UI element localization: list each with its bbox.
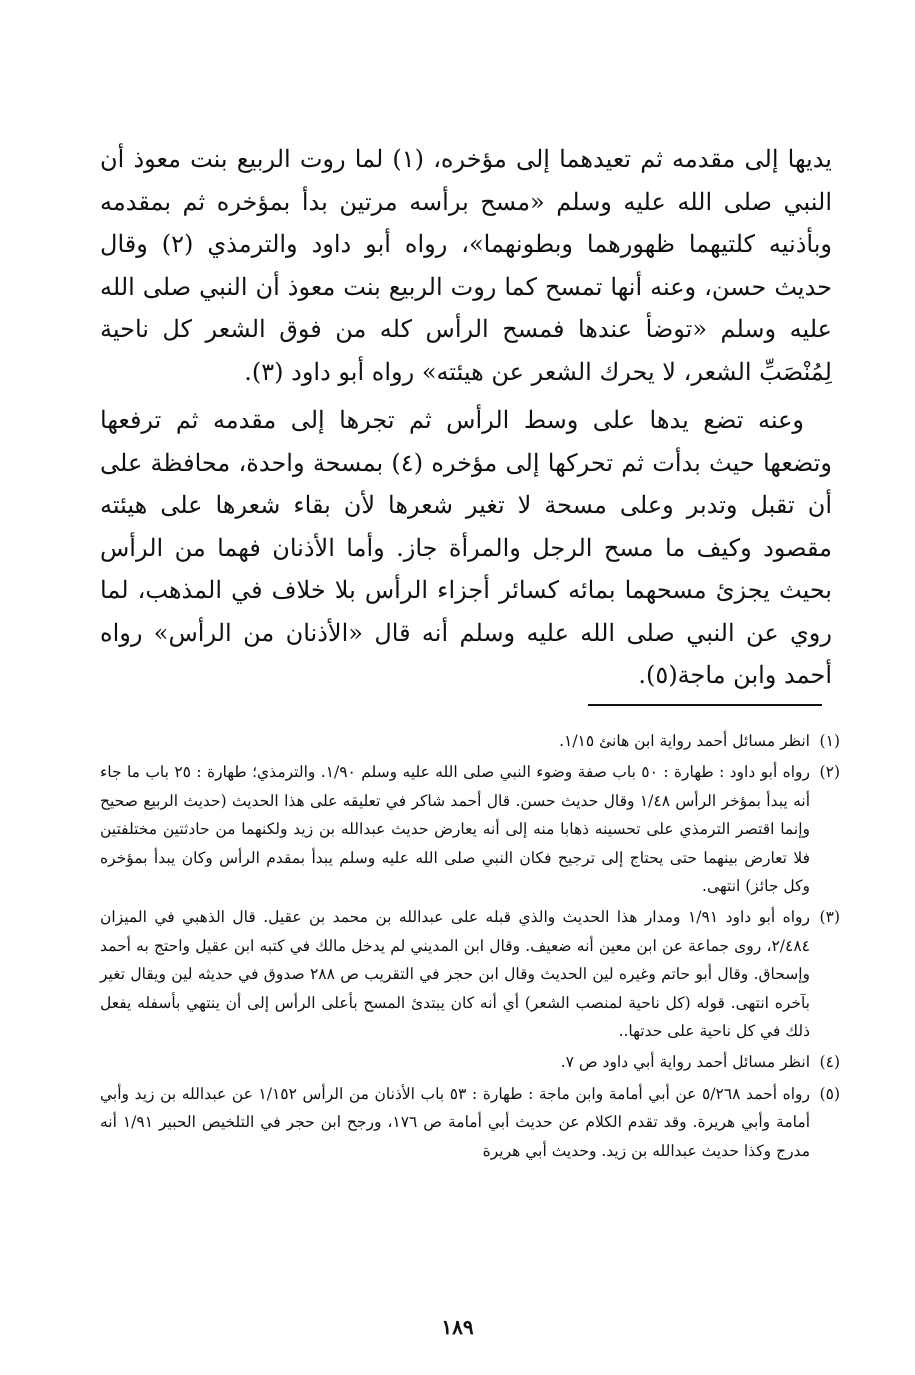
footnote-2 bbox=[100, 758, 840, 900]
footnote-4 bbox=[100, 1048, 840, 1076]
footnote-3 bbox=[100, 903, 840, 1045]
main-text bbox=[100, 138, 832, 697]
footnote-number: (٢) bbox=[819, 763, 840, 782]
footnote-text: انظر مسائل أحمد رواية ابن هانئ ١/١٥. bbox=[559, 732, 810, 750]
paragraph-text: يديها إلى مقدمه ثم تعيدهما إلى مؤخره، (١) لما روت الربيع بنت معوذ أن النبي صلى الله عليه وسلم «مسح برأسه مرتين بدأ بمؤخره ثم بمقدمه وبأذنيه كلتيهما ظهورهما وبطونهما»، رواه أبو داود والترمذي (٢) وقال حديث حسن، وعنه أنها تمسح كما روت الربيع بنت معوذ أن النبي صلى الله عليه وسلم «توضأ عندها فمسح الرأس كله من فوق الشعر كل ناحية لِمُنْصَبِّ الشعر، لا يحرك الشعر عن هيئته» رواه أبو داود (٣). bbox=[100, 145, 832, 386]
footnote-number: (٥) bbox=[819, 1084, 840, 1103]
footnote-text: رواه أبو داود : طهارة : ٥٠ باب صفة وضوء النبي صلى الله عليه وسلم ١/٩٠. والترمذي؛ طهارة : ٢٥ باب ما جاء أنه يبدأ بمؤخر الرأس ١/٤٨ وقال حديث حسن. قال أحمد شاكر في تعليقه على هذا الحديث (حديث الربيع صحيح وإنما اقتصر الترمذي على تحسينه ذهابا منه إلى أنه يعارض حديث عبدالله بن زيد ولكنهما من حادثتين مختلفتين فلا تعارض بينهما حتى يحتاج إلى ترجيح فكان النبي صلى الله عليه وسلم يبدأ بمقدم الرأس وكان يبدأ بمؤخره وكل جائز) انتهى. bbox=[100, 763, 811, 896]
page-number: ١٨٩ bbox=[441, 1315, 474, 1339]
paragraph-2 bbox=[100, 399, 832, 697]
paragraph-text: وعنه تضع يدها على وسط الرأس ثم تجرها إلى مقدمه ثم ترفعها وتضعها حيث بدأت ثم تحركها إلى مؤخره (٤) بمسحة واحدة، محافظة على أن تقبل وتدبر وعلى مسحة لا تغير شعرها لأن بقاء شعرها على هيئته مقصود وكيف ما مسح الرجل والمرأة جاز. وأما الأذنان فهما من الرأس بحيث يجزئ مسحهما بمائه كسائر أجزاء الرأس بلا خلاف في المذهب، لما روي عن النبي صلى الله عليه وسلم أنه قال «الأذنان من الرأس» رواه أحمد وابن ماجة(٥). bbox=[100, 406, 833, 689]
paragraph-1 bbox=[100, 138, 832, 393]
footnote-5 bbox=[100, 1080, 840, 1165]
footnote-separator bbox=[588, 704, 822, 706]
footnote-text: رواه أحمد ٥/٢٦٨ عن أبي أمامة وابن ماجة : طهارة : ٥٣ باب الأذنان من الرأس ١/١٥٢ عن عبدالله بن زيد وأبي أمامة وأبي هريرة. وقد تقدم الكلام عن حديث أبي أمامة ص ١٧٦، ورجح ابن حجر في التلخيص الحبير ١/٩١ أنه مدرج وكذا حديث عبدالله بن زيد. وحديث أبي هريرة bbox=[100, 1084, 810, 1160]
footnotes bbox=[100, 727, 840, 1168]
footnote-number: (٤) bbox=[819, 1053, 840, 1072]
footnote-1 bbox=[100, 727, 840, 755]
footnote-text: رواه أبو داود ١/٩١ ومدار هذا الحديث والذي قبله على عبدالله بن محمد بن عقيل. قال الذهبي في الميزان ٢/٤٨٤، روى جماعة عن ابن معين أنه ضعيف. وقال ابن المديني لم يدخل مالك في كتبه ابن عقيل واحتج به أحمد وإسحاق. وقال أبو حاتم وغيره لين الحديث وقال ابن حجر في التقريب ص ٢٨٨ صدوق في حديثه لين ويقال تغير بآخره انتهى. قوله (كل ناحية لمنصب الشعر) أي أنه كان يبتدئ المسح بأعلى الرأس إلى أن ينتهي بأسفله يفعل ذلك في كل ناحية على حدتها.. bbox=[100, 908, 811, 1041]
footnote-number: (٣) bbox=[819, 908, 840, 927]
footnote-number: (١) bbox=[819, 732, 840, 750]
footnote-text: انظر مسائل أحمد رواية أبي داود ص ٧. bbox=[560, 1053, 810, 1072]
